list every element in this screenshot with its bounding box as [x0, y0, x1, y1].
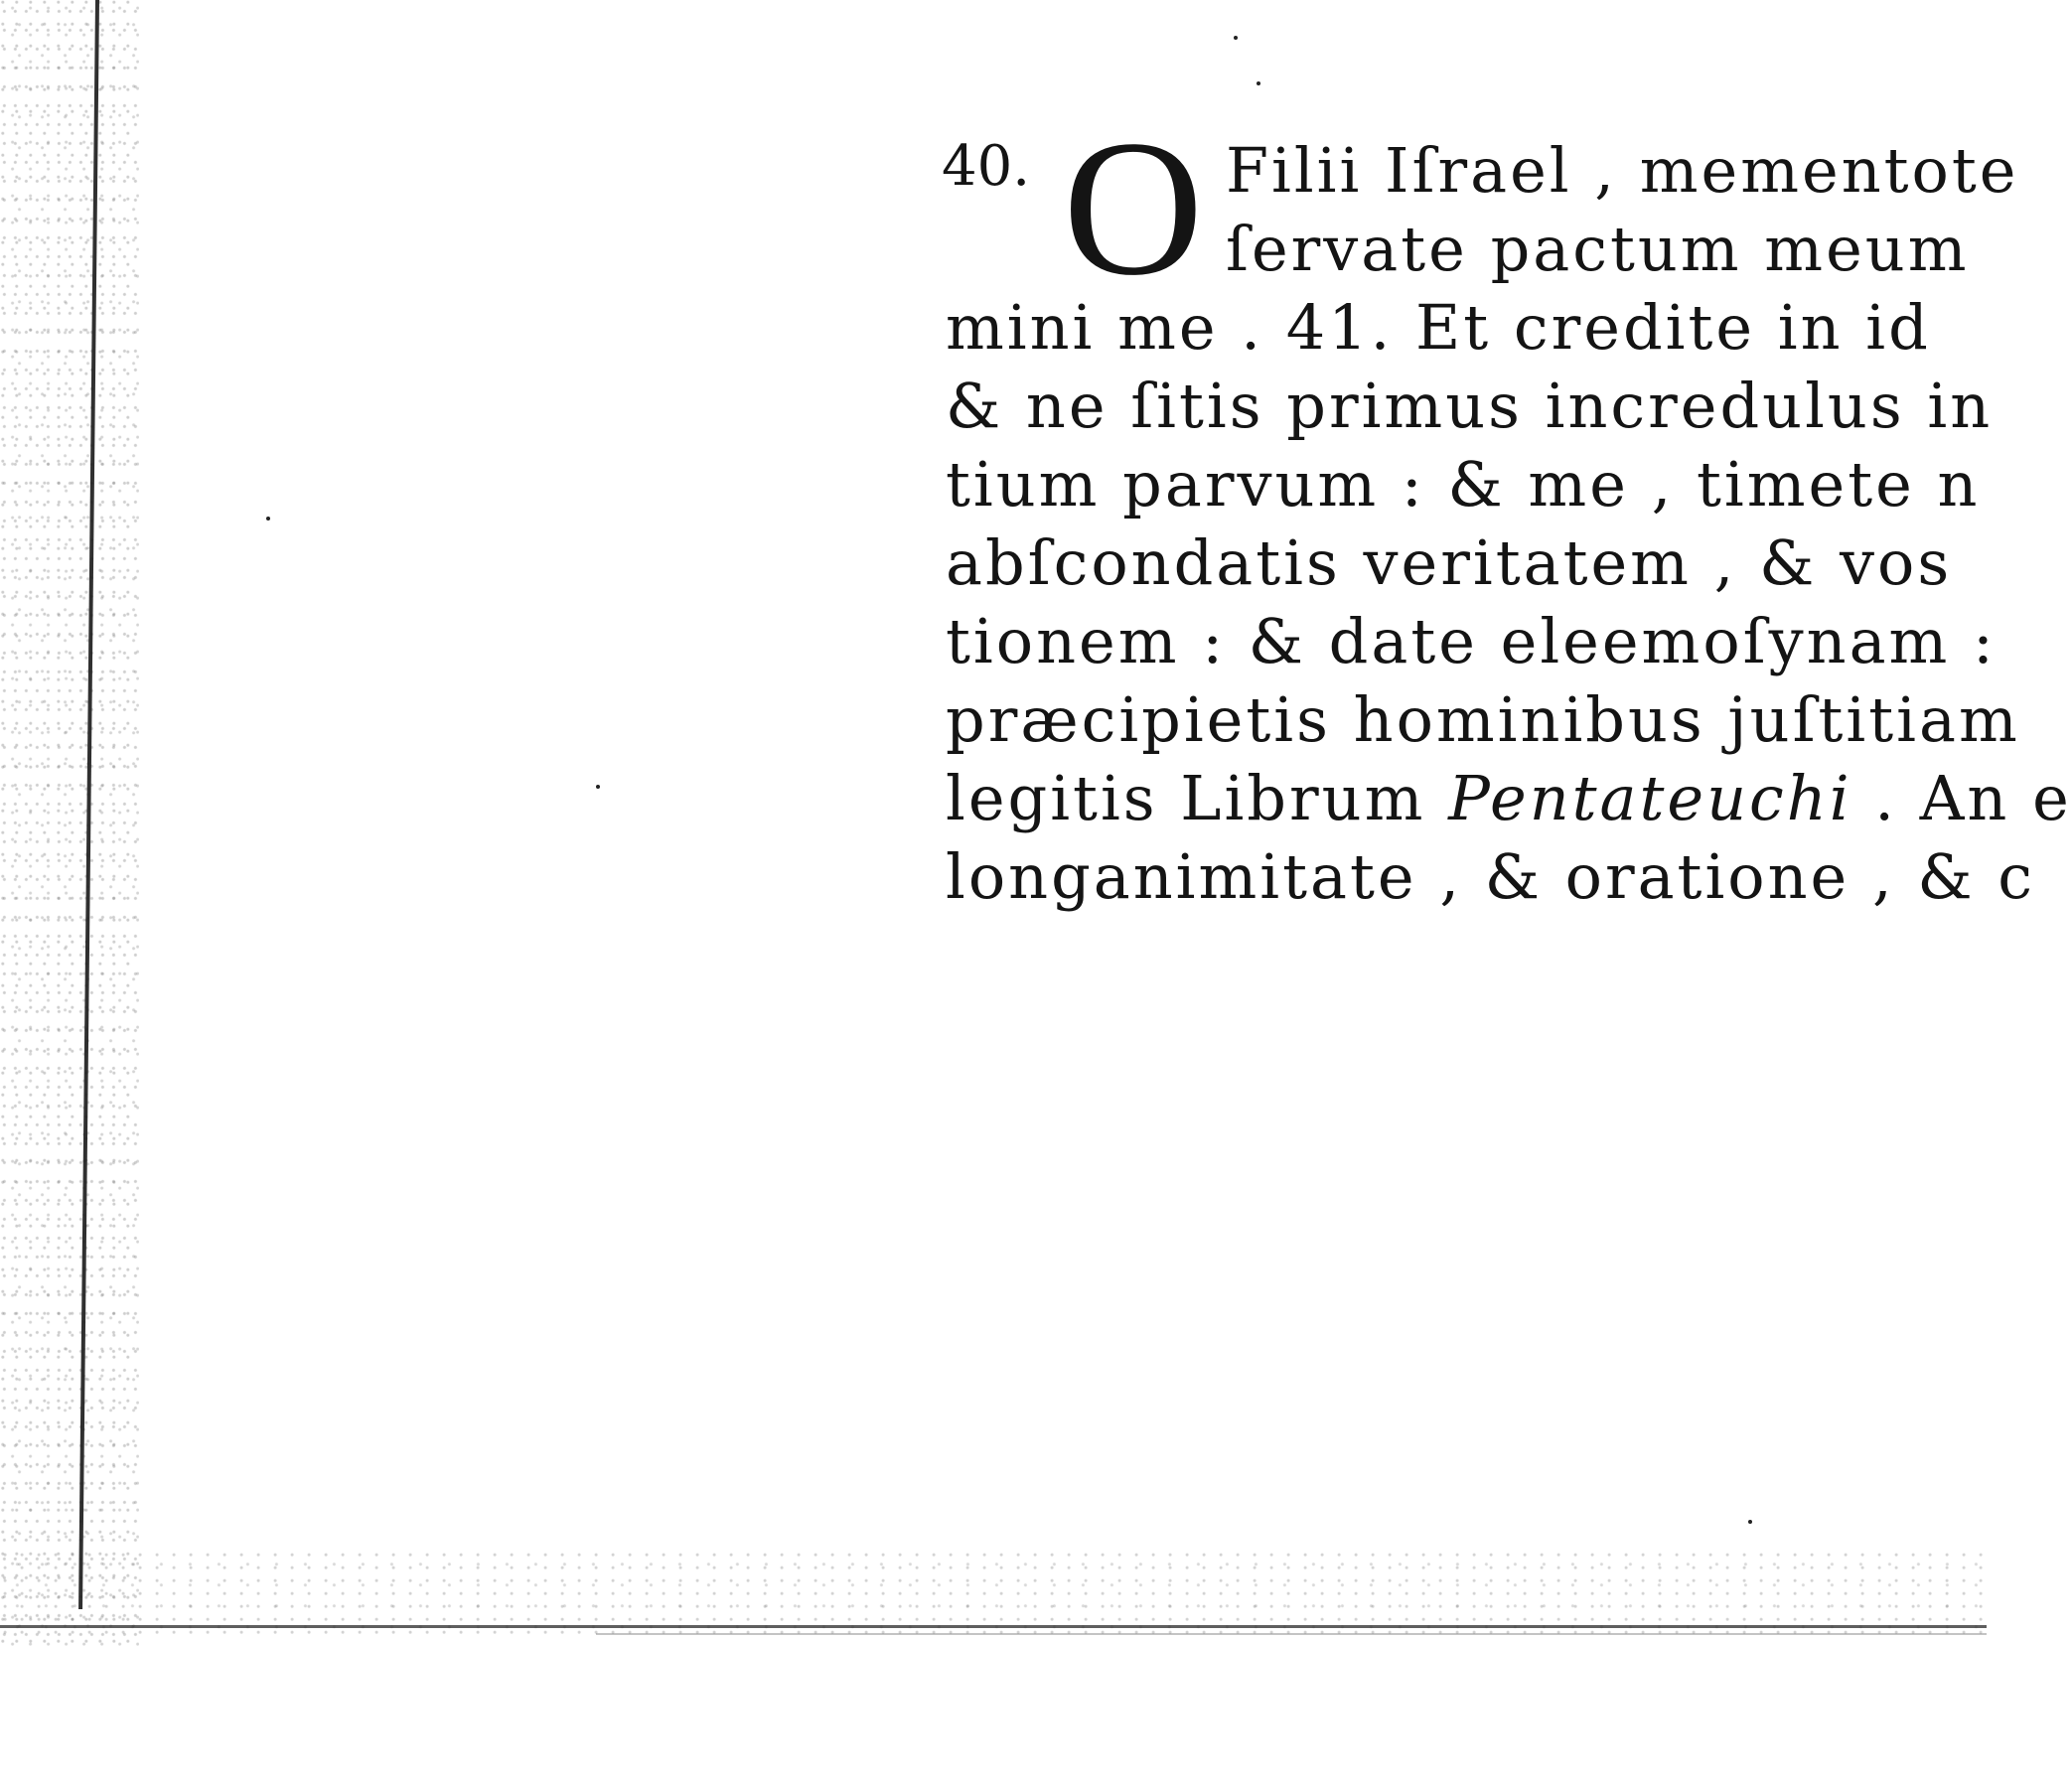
page-bottom-edge-shadow — [596, 1633, 1987, 1635]
scan-edge-noise — [0, 0, 139, 1649]
scan-speck — [1257, 81, 1260, 85]
text-fragment: legitis Librum — [946, 762, 1449, 834]
text-line: mini me . 41. Et credite in id — [946, 291, 1931, 364]
page-bottom-edge — [0, 1625, 1987, 1628]
latin-text-block — [946, 131, 2072, 916]
text-line: præcipietis hominibus juſtitiam — [946, 683, 2020, 756]
italic-book-title: Pentateuchi — [1448, 762, 1852, 834]
text-line: & ne ſitis primus incredulus in — [946, 370, 1994, 442]
text-line-with-italic — [946, 759, 2072, 837]
scan-speck — [596, 785, 600, 789]
text-fragment: . An e — [1851, 762, 2072, 834]
verse-number: 40. — [942, 134, 1031, 199]
text-line: ſervate pactum meum — [1226, 213, 1970, 285]
scan-speck — [1748, 1520, 1752, 1524]
text-line: abſcondatis veritatem , & vos — [946, 526, 1953, 599]
scan-speck — [1234, 36, 1238, 40]
text-line: longanimitate , & oratione , & c — [946, 840, 2035, 913]
scan-speck — [266, 517, 270, 521]
text-line: tium parvum : & me , timete n — [946, 448, 1981, 521]
drop-cap-letter: O — [1063, 100, 1204, 316]
text-line: Filii Iſrael , mementote — [1226, 134, 2019, 207]
text-line: tionem : & date eleemoſynam : — [946, 605, 1997, 677]
